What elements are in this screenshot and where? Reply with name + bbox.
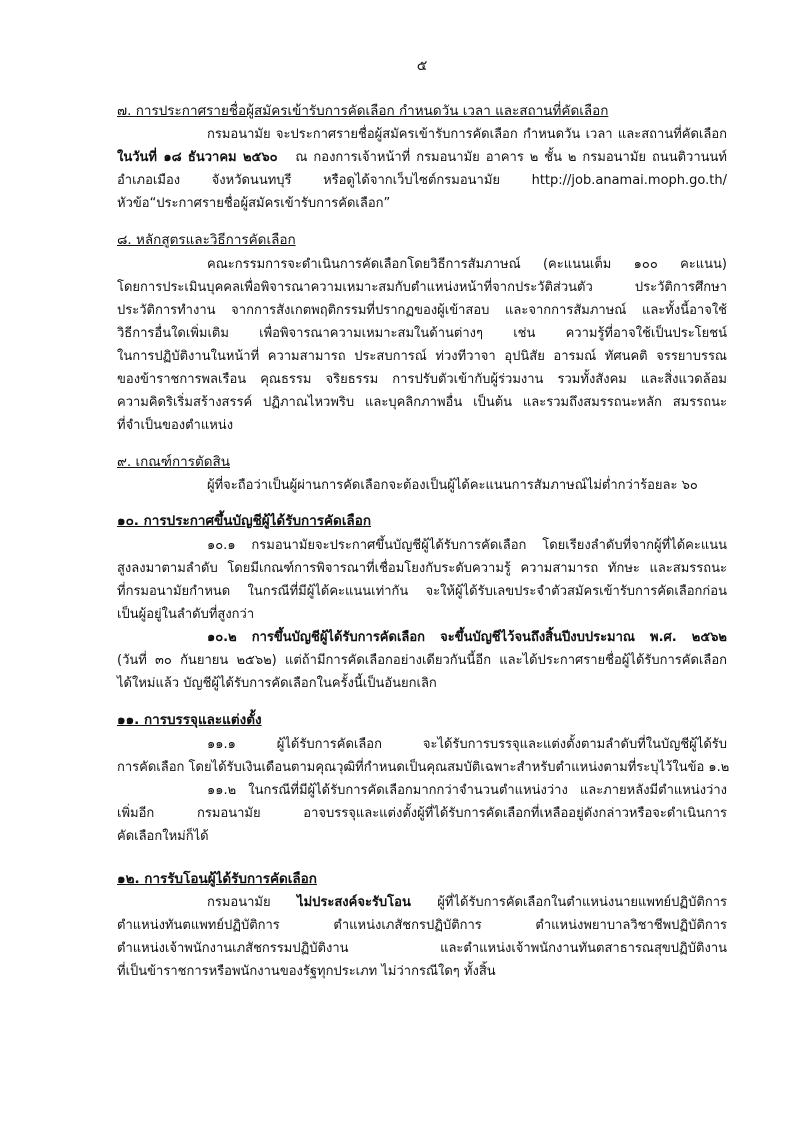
section-8-line: วิธีการอื่นใดเพิ่มเติม เพื่อพิจารณาความเหมาะสมในด้านต่างๆ เช่น ความรู้ที่อาจใช้เป็นประโยชน์ — [117, 326, 727, 341]
section-11-line: การคัดเลือก โดยได้รับเงินเดือนตามคุณวุฒิที่กำหนดเป็นคุณสมบัติเฉพาะสำหรับตำแหน่งตามที่ระบุไว้ในข้อ ๑.๒ — [117, 760, 730, 775]
section-7-line: ในวันที่ ๑๘ ธันวาคม ๒๕๖๐ ณ กองการเจ้าหน้าที่ กรมอนามัย อาคาร ๒ ชั้น ๒ กรมอนามัย ถนนติวานนท์ — [117, 150, 728, 165]
section-11-line: ๑๑.๑ ผู้ได้รับการคัดเลือก จะได้รับการบรรจุและแต่งตั้งตามลำดับที่ในบัญชีผู้ได้รับ — [207, 737, 727, 752]
section-12-line: ตำแหน่งเจ้าพนักงานเภสัชกรรมปฏิบัติงาน และตำแหน่งเจ้าพนักงานทันตสาธารณสุขปฏิบัติงาน — [117, 941, 727, 956]
section-7-line: อำเภอเมือง จังหวัดนนทบุรี หรือดูได้จากเว็บไซต์กรมอนามัย http://job.anamai.moph.go.th/ — [117, 173, 727, 188]
section-11-heading: ๑๑. การบรรจุและแต่งตั้ง — [117, 712, 262, 728]
section-10-line: (วันที่ ๓๐ กันยายน ๒๕๖๒) แต่ถ้ามีการคัดเลือกอย่างเดียวกันนี้อีก และได้ประกาศรายชื่อผู้ได้รับการคัดเลือก — [117, 653, 727, 668]
section-12-line: ตำแหน่งทันตแพทย์ปฏิบัติการ ตำแหน่งเภสัชกรปฏิบัติการ ตำแหน่งพยาบาลวิชาชีพปฏิบัติการ — [117, 918, 727, 933]
section-7-line: หัวข้อ“ประกาศรายชื่อผู้สมัครเข้ารับการคัดเลือก” — [117, 196, 391, 211]
section-10-line: ๑๐.๒ การขึ้นบัญชีผู้ได้รับการคัดเลือก จะขึ้นบัญชีไว้จนถึงสิ้นปีงบประมาณ พ.ศ. ๒๕๖๒ — [207, 630, 727, 645]
no-transfer-phrase: ไม่ประสงค์จะรับโอน — [297, 895, 411, 910]
section-8-line: โดยการประเมินบุคคลเพื่อพิจารณาความเหมาะสมกับตำแหน่งหน้าที่จากประวัติส่วนตัว ประวัติการศึกษา — [117, 280, 727, 295]
section-8-line: คณะกรรมการจะดำเนินการคัดเลือกโดยวิธีการสัมภาษณ์ (คะแนนเต็ม ๑๐๐ คะแนน) — [207, 257, 727, 272]
section-10-line: สูงลงมาตามลำดับ โดยมีเกณฑ์การพิจารณาที่เชื่อมโยงกับระดับความรู้ ความสามารถ ทักษะ และสมรรถนะ — [117, 561, 727, 576]
section-9-heading: ๙. เกณฑ์การตัดสิน — [117, 454, 230, 470]
section-7-heading: ๗. การประกาศรายชื่อผู้สมัครเข้ารับการคัดเลือก กำหนดวัน เวลา และสถานที่คัดเลือก — [117, 103, 609, 119]
announcement-date: ในวันที่ ๑๘ ธันวาคม ๒๕๖๐ — [117, 150, 278, 165]
section-12-line: ที่เป็นข้าราชการหรือพนักงานของรัฐทุกประเภท ไม่ว่ากรณีใดๆ ทั้งสิ้น — [117, 964, 496, 979]
section-12-heading: ๑๒. การรับโอนผู้ได้รับการคัดเลือก — [117, 871, 317, 887]
section-7-line: กรมอนามัย จะประกาศรายชื่อผู้สมัครเข้ารับการคัดเลือก กำหนดวัน เวลา และสถานที่คัดเลือก — [207, 127, 727, 142]
section-8-line: ความคิดริเริ่มสร้างสรรค์ ปฏิภาณไหวพริบ และบุคลิกภาพอื่น เป็นต้น และรวมถึงสมรรถนะหลัก สมรรถนะ — [117, 395, 727, 410]
section-8-line: ในการปฏิบัติงานในหน้าที่ ความสามารถ ประสบการณ์ ท่วงทีวาจา อุปนิสัย อารมณ์ ทัศนคติ จรรยาบรรณ — [117, 349, 727, 364]
section-11-line: เพิ่มอีก กรมอนามัย อาจบรรจุและแต่งตั้งผู้ที่ได้รับการคัดเลือกที่เหลืออยู่ดังกล่าวหรือจะดำเนินการ — [117, 806, 727, 821]
section-8-line: ประวัติการทำงาน จากการสังเกตพฤติกรรมที่ปรากฏของผู้เข้าสอบ และจากการสัมภาษณ์ และทั้งนี้อาจใช้ — [117, 303, 727, 318]
section-10-line: ที่กรมอนามัยกำหนด ในกรณีที่มีผู้ได้คะแนนเท่ากัน จะให้ผู้ได้รับเลขประจำตัวสมัครเข้ารับการคัดเลือกก่อน — [117, 584, 727, 599]
page-number: ๕ — [416, 58, 428, 74]
section-8-line: ของข้าราชการพลเรือน คุณธรรม จริยธรรม การปรับตัวเข้ากับผู้ร่วมงาน รวมทั้งสังคม และสิ่งแวดล้อม — [117, 372, 727, 387]
section-10-line: เป็นผู้อยู่ในลำดับที่สูงกว่า — [117, 607, 255, 622]
section-10-heading: ๑๐. การประกาศขึ้นบัญชีผู้ได้รับการคัดเลือก — [117, 513, 371, 529]
section-11-line: คัดเลือกใหม่ก็ได้ — [117, 829, 209, 844]
section-10-line: ๑๐.๑ กรมอนามัยจะประกาศขึ้นบัญชีผู้ได้รับการคัดเลือก โดยเรียงลำดับที่จากผู้ที่ได้คะแนน — [207, 538, 727, 553]
section-12-line: กรมอนามัย ไม่ประสงค์จะรับโอน ผู้ที่ได้รับการคัดเลือกในตำแหน่งนายแพทย์ปฏิบัติการ — [207, 895, 727, 910]
section-8-line: ที่จำเป็นของตำแหน่ง — [117, 418, 234, 433]
section-10-line: ได้ใหม่แล้ว บัญชีผู้ได้รับการคัดเลือกในครั้งนี้เป็นอันยกเลิก — [117, 676, 437, 691]
section-9-line: ผู้ที่จะถือว่าเป็นผู้ผ่านการคัดเลือกจะต้องเป็นผู้ได้คะแนนการสัมภาษณ์ไม่ต่ำกว่าร้อยละ ๖๐ — [207, 478, 698, 493]
section-8-heading: ๘. หลักสูตรและวิธีการคัดเลือก — [117, 232, 296, 248]
section-11-line: ๑๑.๒ ในกรณีที่มีผู้ได้รับการคัดเลือกมากกว่าจำนวนตำแหน่งว่าง และภายหลังมีตำแหน่งว่าง — [207, 783, 727, 798]
